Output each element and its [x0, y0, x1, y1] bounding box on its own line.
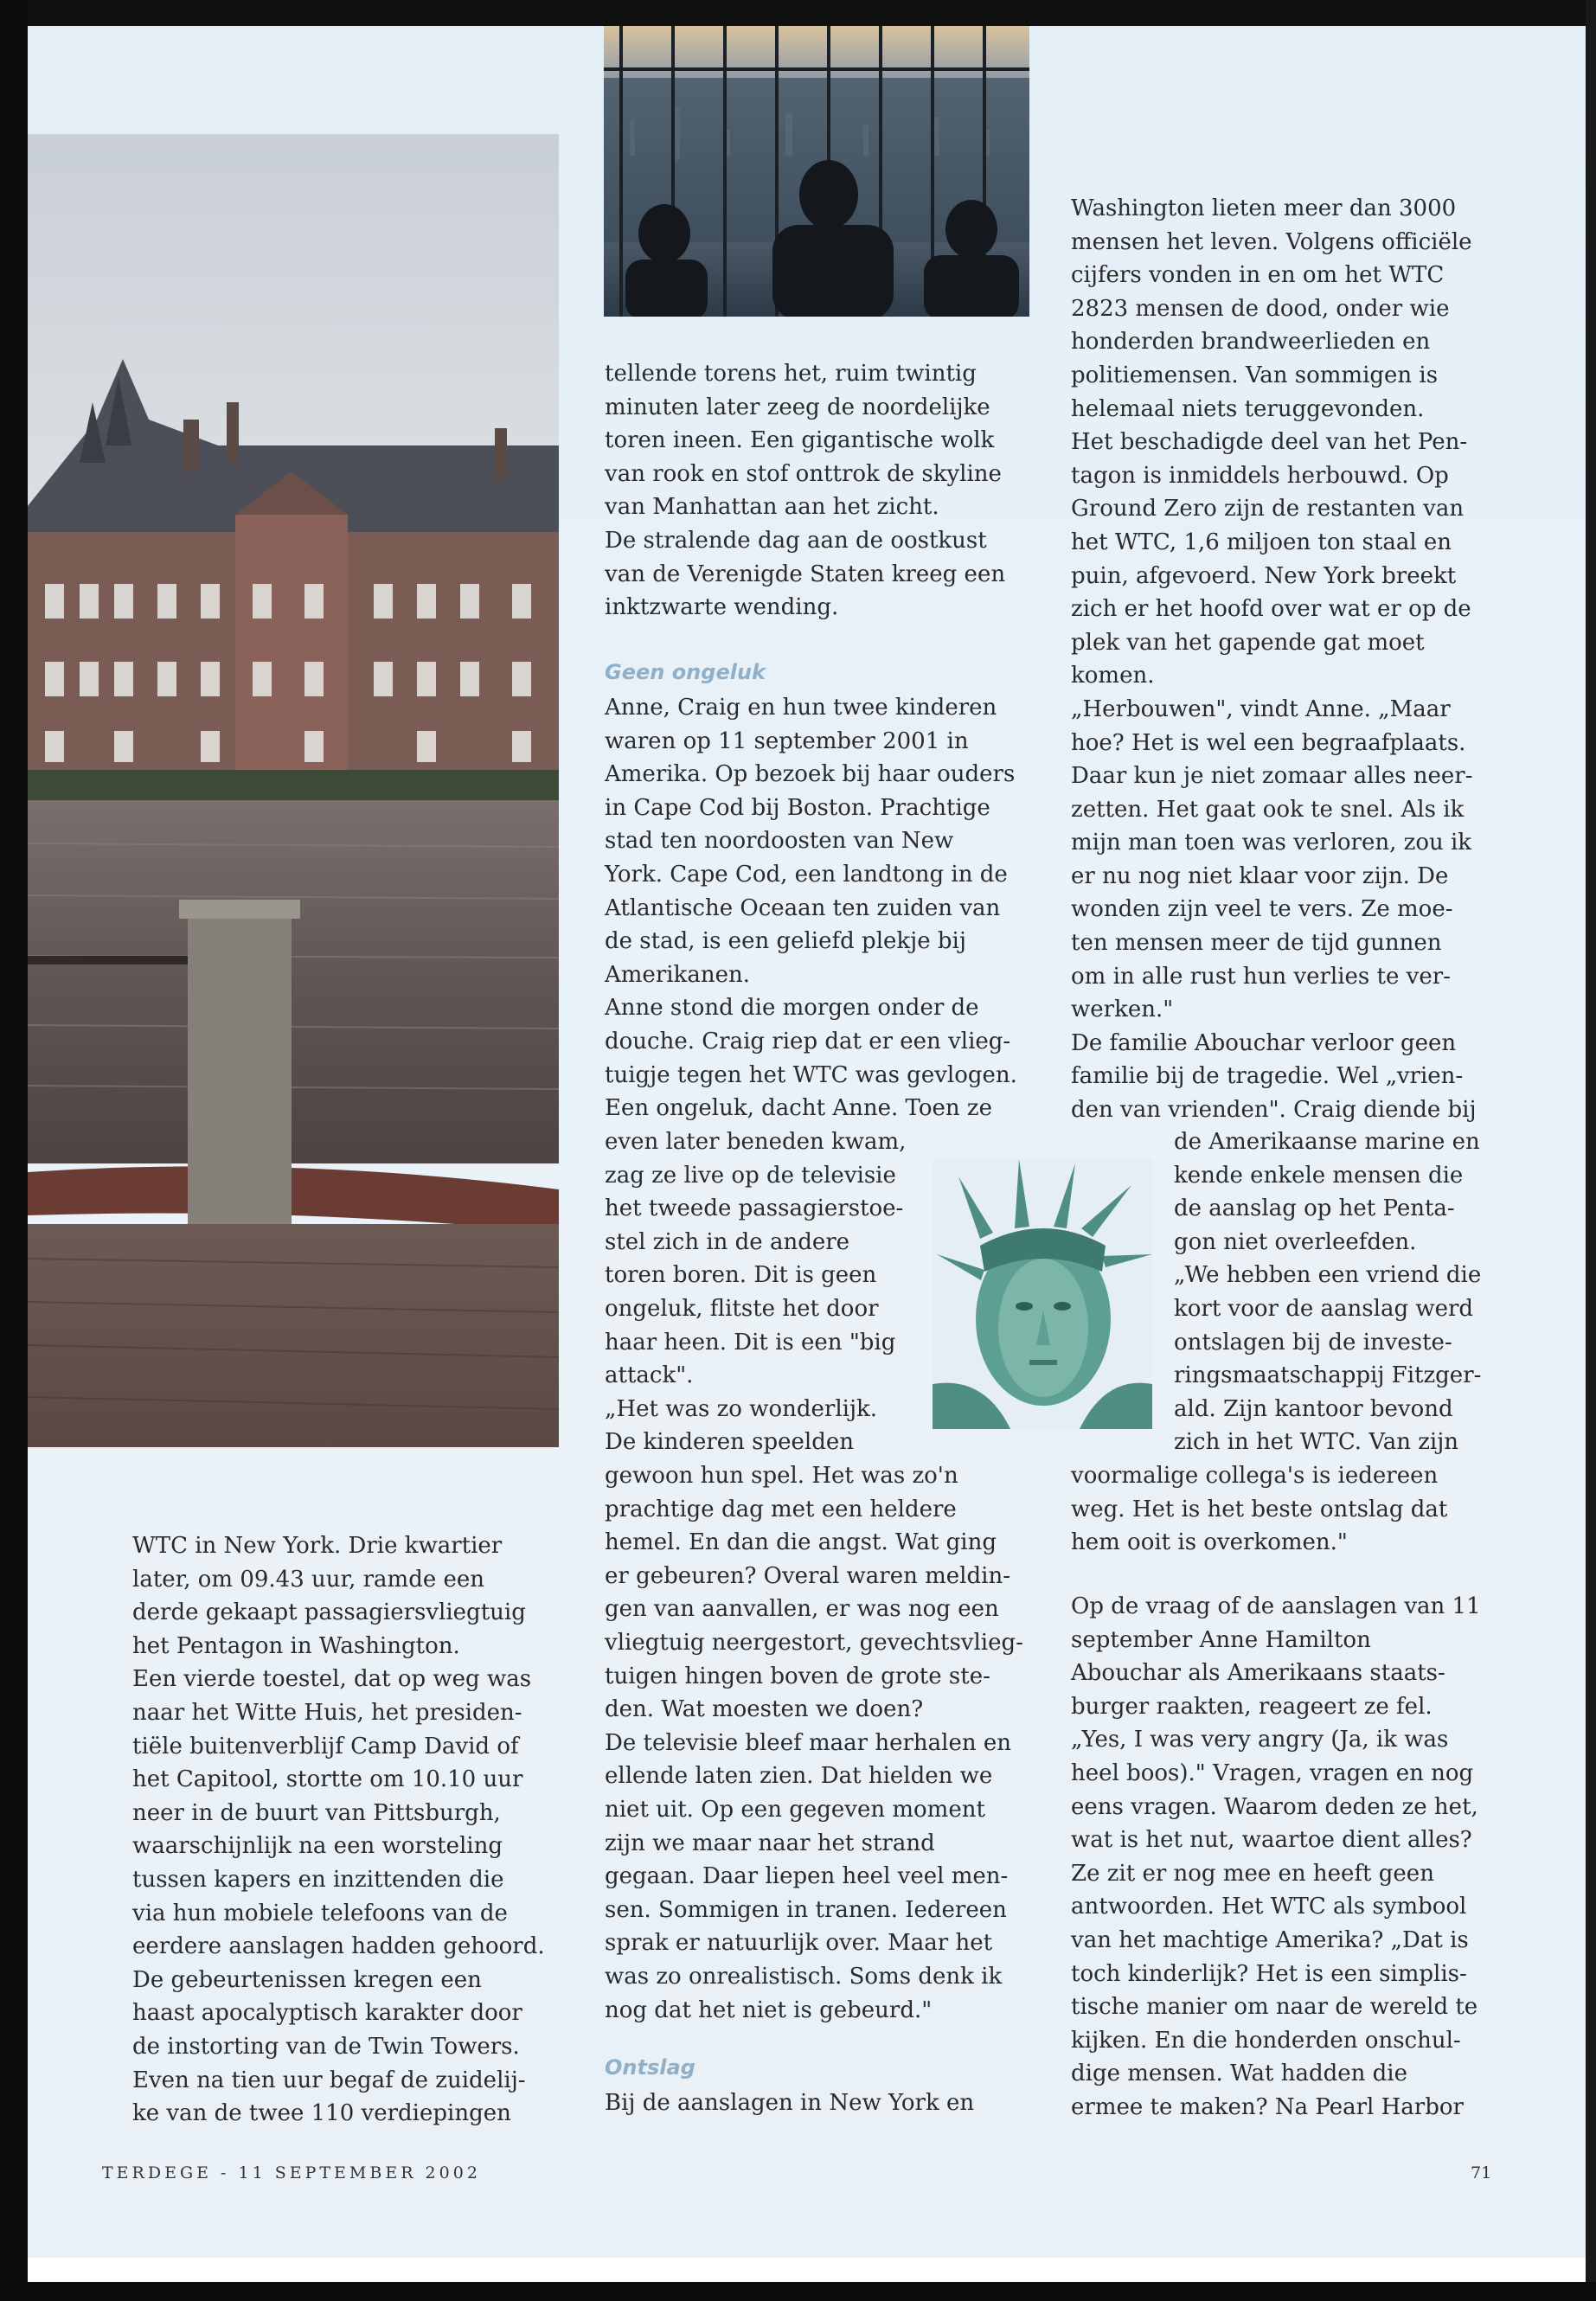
column-3-paragraph-3: voormalige collega's is iedereen weg. Het is het beste ontslag dat hem ooit is overkomen." [1071, 1463, 1448, 1556]
column-1-text: WTC in New York. Drie kwartier later, om 09.43 uur, ramde een derde gekaapt passagiersvliegtuig het Pentagon in Washington. Een vierde toestel, dat op weg was naar het Witte Huis, het presiden- tiële buitenverblijf Camp David of het Capitool, stortte om 10.10 uur neer in de buurt van Pittsburgh, waarschijnlijk na een worsteling tussen kapers en inzittenden die via hun mobiele telefoons van de eerdere aanslagen hadden gehoord. De gebeurtenissen kregen een haast apocalyptisch karakter door de instorting van de Twin Towers. Even na tien uur begaf de zuidelij- ke van de twee 110 verdiepingen [132, 1533, 545, 2127]
magazine-page [28, 26, 1586, 2258]
column-3-paragraph-1: Washington lieten meer dan 3000 mensen het leven. Volgens officiële cijfers vonden in en om het WTC 2823 mensen de dood, onder wie honderden brandweerlieden en politiemensen. Van sommigen is helemaal niets teruggevonden. Het beschadigde deel van het Pen- tagon is inmiddels herbouwd. Op Ground Zero zijn de restanten van het WTC, 1,6 miljoen ton staal en puin, afgevoerd. New York breekt zich er het hoofd over wat er op de plek van het gapende gat moet komen. „Herbouwen", vindt Anne. „Maar hoe? Het is wel een begraafplaats. Daar kun je niet zomaar alles neer- zetten. Het gaat ook te snel. Als ik mijn man toen was verloren, zou ik er nu nog niet klaar voor zijn. De wonden zijn veel te vers. Ze moe- ten mensen meer de tijd gunnen om in alle rust hun verlies te ver- werken." De familie Abouchar verloor geen familie bij de tragedie. Wel „vrien- den van vrienden". Craig diende bij [1071, 195, 1477, 1124]
column-2-paragraph-3: even later beneden kwam, zag ze live op de televisie het tweede passagierstoe- stel zich in de andere toren boren. Dit is geen ongeluk, flitste het door haar heen. Dit is een "big attack". „Het was zo wonderlijk. De kinderen speelden [605, 1129, 907, 1456]
column-3-paragraph-2: de Amerikaanse marine en kende enkele mensen die de aanslag op het Penta- gon niet overleefden. „We hebben een vriend die kort voor de aanslag werd ontslagen bij de investe- ringsmaatschappij Fitzger- ald. Zijn kantoor bevond zich in het WTC. Van zijn [1174, 1129, 1482, 1456]
subheading-geen-ongeluk: Geen ongeluk [605, 660, 766, 684]
footer-publication-date: TERDEGE - 11 SEPTEMBER 2002 [102, 2163, 481, 2182]
manhattan-view-photo [604, 26, 1029, 317]
subheading-ontslag: Ontslag [605, 2055, 695, 2080]
scan-border-right [1586, 0, 1596, 2301]
page-number: 71 [1471, 2163, 1492, 2182]
scan-border-bottom [0, 2282, 1596, 2301]
column-2-paragraph-5: Bij de aanslagen in New York en [605, 2090, 975, 2116]
column-3-paragraph-4: Op de vraag of de aanslagen van 11 september Anne Hamilton Abouchar als Amerikaans staats- burger raakten, reageert ze fel. „Yes, I was very angry (Ja, ik was heel boos)." Vragen, vragen en nog eens vragen. Waarom deden ze het, wat is het nut, waartoe dient alles? Ze zit er nog mee en heeft geen antwoorden. Het WTC als symbool van het machtige Amerika? „Dat is toch kinderlijk? Het is een simplis- tische manier om naar de wereld te kijken. En die honderden onschul- dige mensen. Wat hadden die ermee te maken? Na Pearl Harbor [1071, 1593, 1481, 2120]
column-2-paragraph-4: gewoon hun spel. Het was zo'n prachtige dag met een heldere hemel. En dan die angst. Wat ging er gebeuren? Overal waren meldin- gen van aanvallen, er was nog een vliegtuig neergestort, gevechtsvlieg- tuigen hingen boven de grote ste- den. Wat moesten we doen? De televisie bleef maar herhalen en ellende laten zien. Dat hielden we niet uit. Op een gegeven moment zijn we maar naar het strand gegaan. Daar liepen heel veel men- sen. Sommigen in tranen. Iedereen sprak er natuurlijk over. Maar het was zo onrealistisch. Soms denk ik nog dat het niet is gebeurd." [605, 1463, 1023, 2023]
statue-of-liberty-photo [933, 1159, 1152, 1429]
column-2-paragraph-1: tellende torens het, ruim twintig minuten later zeeg de noordelijke toren ineen. Een gigantische wolk van rook en stof onttrok de skyline van Manhattan aan het zicht. De stralende dag aan de oostkust van de Verenigde Staten kreeg een inktzwarte wending. [605, 361, 1006, 621]
column-2-paragraph-2: Anne, Craig en hun twee kinderen waren op 11 september 2001 in Amerika. Op bezoek bij haar ouders in Cape Cod bij Boston. Prachtige stad ten noordoosten van New York. Cape Cod, een landtong in de Atlantische Oceaan ten zuiden van de stad, is een geliefd plekje bij Amerikanen. Anne stond die morgen onder de douche. Craig riep dat er een vlieg- tuigje tegen het WTC was gevlogen. Een ongeluk, dacht Anne. Toen ze [605, 695, 1017, 1122]
binnenhof-photo [28, 134, 559, 1447]
scan-border-left [0, 0, 28, 2301]
scan-border-top [0, 0, 1596, 26]
